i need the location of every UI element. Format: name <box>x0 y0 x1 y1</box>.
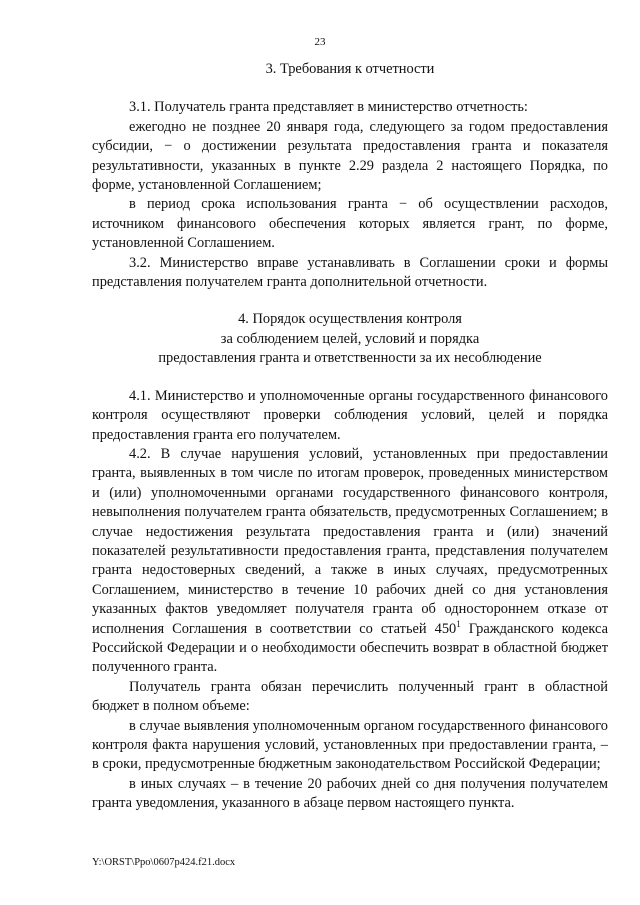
file-path-footer: Y:\ORST\Ppo\0607p424.f21.docx <box>92 857 236 868</box>
document-body <box>92 60 608 814</box>
page-number: 23 <box>314 36 326 48</box>
article-superscript: 1 <box>456 618 461 629</box>
paragraph-3-1-period: в период срока использования гранта − об осуществлении расходов, источником финансового обеспечения которых является грант, по форме, установленной Соглашением. <box>92 196 608 252</box>
paragraph-refund-case-1: в случае выявления уполномоченным органом государственного финансового контроля факта нарушения условий, установленных при предоставлении гранта, – в сроки, предусмотренные бюджетным законодательством Российской Федерации; <box>92 717 608 773</box>
paragraph-3-1-annual: ежегодно не позднее 20 января года, следующего за годом предоставления субсидии, − о достижении результата предоставления гранта и показателя результативности, указанных в пункте 2.29 раздела 2 настоящего Порядка, по форме, установленной Соглашением; <box>92 118 608 194</box>
paragraph-3-1: 3.1. Получатель гранта представляет в министерство отчетность: <box>129 99 528 116</box>
section-3-title: 3. Требования к отчетности <box>265 61 435 77</box>
paragraph-4-2-text-end: Гражданского кодекса Российской Федерации и о необходимости обеспечить возврат в областной бюджет полученного гранта. <box>92 620 608 676</box>
paragraph-4-2-text: 4.2. В случае нарушения условий, установленных при предоставлении гранта, выявленных в том числе по итогам проверок, проведенных министерством и (или) уполномоченными органами государственного финансового контроля, невыполнения получателем гранта обязательств, предусмотренных Соглашением; в случае недостижения результата предоставления гранта и (или) значений показателей результативности предоставления гранта, представления получателем гранта недостоверных сведений, а также в иных случаях, предусмотренных Соглашением, министерство в течение 10 рабочих дней со дня установления указанных фактов уведомляет получателя гранта об одностороннем отказе от исполнения Соглашения в соответствии со статьей 450 <box>92 445 608 637</box>
paragraph-refund-obligation: Получатель гранта обязан перечислить полученный грант в областной бюджет в полном объеме: <box>92 678 608 715</box>
paragraph-refund-case-2: в иных случаях – в течение 20 рабочих дней со дня получения получателем гранта уведомления, указанного в абзаце первом настоящего пункта. <box>92 775 608 812</box>
section-4-title-line-1: 4. Порядок осуществления контроля <box>238 311 462 328</box>
section-4-title-line-3: предоставления гранта и ответственности за их несоблюдение <box>158 350 542 367</box>
paragraph-4-2 <box>92 445 608 678</box>
paragraph-3-2: 3.2. Министерство вправе устанавливать в Соглашении сроки и формы представления получателем гранта дополнительной отчетности. <box>92 254 608 291</box>
section-4-title-line-2: за соблюдением целей, условий и порядка <box>220 330 480 347</box>
paragraph-4-1: 4.1. Министерство и уполномоченные органы государственного финансового контроля осуществляют проверки соблюдения условий, целей и порядка предоставления гранта его получателем. <box>92 387 608 443</box>
